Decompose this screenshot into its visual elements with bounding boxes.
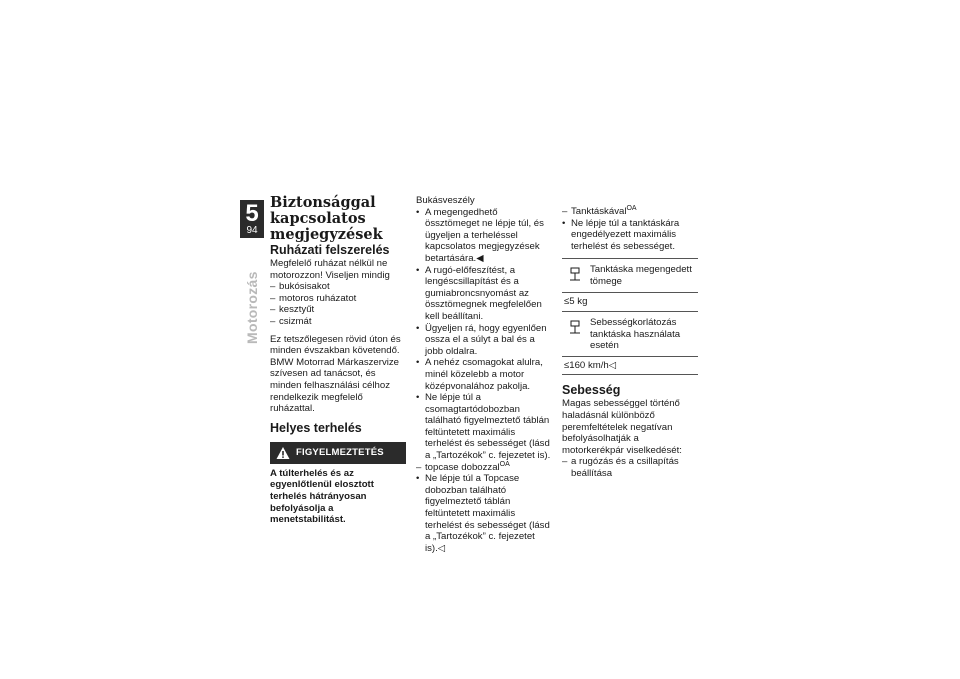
list-item: – csizmát: [270, 316, 406, 328]
tank-bag-icon: [568, 320, 582, 336]
heading-load: Helyes terhelés: [270, 420, 362, 435]
spec-table-speed: [562, 312, 698, 375]
bullet-item: • Ne lépje túl a Topcase dobozban található figyelmeztető táblán feltüntetett maximális terhelést és sebességet (lásd a „Tartozékok” c. fejezetet is).◁: [416, 473, 552, 554]
warning-text: A túlterhelés és az egyenlőtlenül elosztott terhelés hátrányosan befolyásolja a menetstabilitást.: [270, 467, 374, 526]
list-item: – bukósisakot: [270, 281, 406, 293]
list-item: – motoros ruházatot: [270, 293, 406, 305]
heading-speed: Sebesség: [562, 383, 621, 398]
list-item: – a rugózás és a csillapítás beállítása: [562, 456, 698, 479]
paragraph-advice: Ez tetszőlegesen rövid úton és minden évszakban követendő. BMW Motorrad Márkaszervize szívesen ad tanácsot, és minden felhasználási célhoz rendelkezik megfelelő ruházattal.: [270, 333, 401, 415]
spec-value: ≤160 km/h◁: [562, 356, 698, 375]
bullet-item: • A nehéz csomagokat alulra, minél közelebb a motor középvonalához pakolja.: [416, 357, 552, 392]
page-number: 94: [246, 225, 258, 236]
option-tankbag: [562, 206, 698, 218]
column-1: [270, 195, 406, 526]
option-topcase-label: topcase dobozzal: [425, 461, 500, 473]
warning-banner: [270, 442, 406, 464]
warning-triangle-icon: [276, 446, 290, 460]
option-tankbag-label: Tanktáskával: [571, 206, 627, 217]
bullet-item: • A megengedhető össztömeget ne lépje túl, és ügyeljen a terheléssel kapcsolatos megjegyzések betartására.◀: [416, 207, 552, 265]
paragraph-speed: Magas sebességgel történő haladásnál különböző peremfeltételek negatívan befolyásolhatják a motorkerékpár viselkedését:: [562, 398, 682, 456]
list-item: – kesztyűt: [270, 304, 406, 316]
spec-value: ≤5 kg: [562, 292, 698, 311]
optional-accessory-marker: OA: [499, 460, 510, 468]
spec-label: Tanktáska megengedett tömege: [590, 264, 692, 287]
option-topcase: [416, 462, 552, 474]
paragraph-clothing: Megfelelő ruházat nélkül ne motorozzon! Viseljen mindig: [270, 258, 390, 281]
warning-label: FIGYELMEZTETÉS: [296, 446, 384, 458]
bullet-item: • A rugó-előfeszítést, a lengéscsillapítást és a gumiabroncsnyomást az össztömegnek megfelelően kell beállítani.: [416, 265, 552, 323]
paragraph-danger: Bukásveszély: [416, 195, 475, 206]
chapter-number: 5: [245, 200, 259, 227]
column-2: [416, 195, 552, 554]
bullet-item: • Ne lépje túl a csomagtartódobozban található figyelmeztető táblán feltüntetett maximális terhelést és sebességet (lásd a „Tartozékok” c. fejezetet is).: [416, 392, 552, 462]
spec-label: Sebességkorlátozás tanktáska használata esetén: [590, 316, 681, 352]
bullet-item: • Ügyeljen rá, hogy egyenlően ossza el a súlyt a bal és a jobb oldalra.: [416, 323, 552, 358]
tank-bag-icon: [568, 267, 582, 283]
column-3: [562, 195, 698, 480]
section-label: Motorozás: [244, 271, 260, 344]
optional-accessory-marker: OA: [626, 204, 637, 212]
page-title: Biztonsággal kapcsolatos megjegyzések: [270, 194, 383, 243]
heading-clothing: Ruházati felszerelés: [270, 243, 390, 257]
spec-table-weight: [562, 258, 698, 312]
chapter-tab: [240, 200, 264, 238]
bullet-item: • Ne lépje túl a tanktáskára engedélyezett maximális terhelést és sebességet.: [562, 218, 698, 253]
